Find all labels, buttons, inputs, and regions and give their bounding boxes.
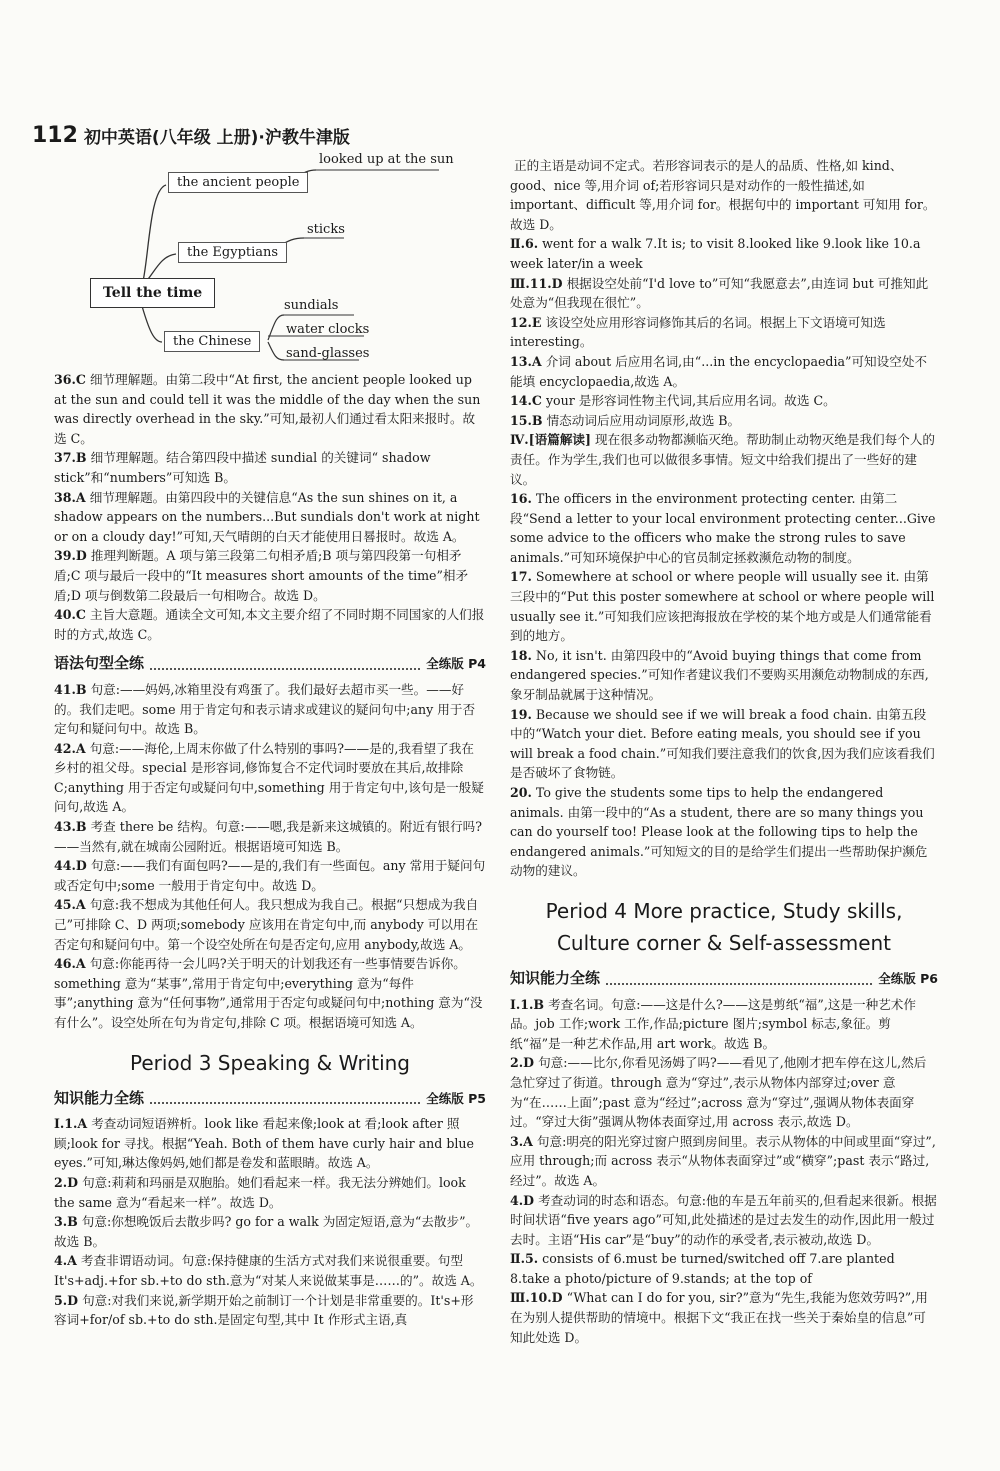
period-4-line2: Culture corner & Self-assessment xyxy=(556,930,892,955)
period-4-title xyxy=(510,895,938,959)
answer-number: 20. xyxy=(510,785,532,800)
answer-number: 41.B xyxy=(54,681,87,697)
answer-number: 43.B xyxy=(54,819,87,835)
answer-item xyxy=(510,411,938,431)
answer-explanation: went for a walk 7.It is; to visit 8.looked like 9.look like 10.a week later/in a week xyxy=(510,236,921,271)
section-ref: 全练版 P6 xyxy=(878,970,938,986)
answer-explanation: 句意:——海伦,上周末你做了什么特别的事吗?——是的,我看望了我在乡村的祖父母。special 是形容词,修饰复合不定代词时要放在其后,故排除 C;anything 用于否定句或疑问句中,something 用于肯定句中,该句是一般疑问句,故选 A。 xyxy=(54,740,484,815)
section-divider xyxy=(150,658,420,670)
answer-explanation: consists of 6.must be turned/switched off 7.are planted 8.take a photo/picture of 9.stands; at the top of xyxy=(510,1251,895,1286)
period-3-title: Period 3 Speaking & Writing xyxy=(130,1050,410,1075)
answer-explanation: No, it isn't. 由第四段中的“Avoid buying things that come from endangered species.”可知作者建议我们不要购买用濒危动物制成的东西,象牙制品就属于这种情况。 xyxy=(510,647,929,703)
answer-explanation: “What can I do for you, sir?”意为“先生,我能为您效劳吗?”,用在为别人提供帮助的情境中。根据下文“我正在找一些关于秦始皇的信息”可知此处选 D。 xyxy=(510,1290,928,1345)
answer-explanation: 考查非谓语动词。句意:保持健康的生活方式对我们来说很重要。句型 It's+adj.+for sb.+to do sth.意为“对某人来说做某事是……的”。故选 A。 xyxy=(54,1253,483,1288)
answer-item xyxy=(54,1114,486,1173)
answer-item xyxy=(54,605,486,644)
answer-number: 18. xyxy=(510,647,532,663)
section-divider xyxy=(150,1092,420,1104)
section-header-p6 xyxy=(510,969,938,989)
answer-list xyxy=(54,1114,486,1330)
section-divider xyxy=(606,973,872,985)
answer-explanation: 主旨大意题。通读全文可知,本文主要介绍了不同时期不同国家的人们报时的方式,故选 C。 xyxy=(54,607,485,642)
answer-explanation: 考查名词。句意:——这是什么?——这是剪纸“福”,这是一种艺术作品。job 工作;work 工作,作品;picture 图片;symbol 标志,象征。剪纸“福”是一种艺术作品,用 art work。故选 B。 xyxy=(510,996,916,1051)
answer-number: 3.A xyxy=(510,1133,533,1149)
mind-map-leaf: water clocks xyxy=(286,322,370,337)
answer-explanation: 情态动词后应用动词原形,故选 B。 xyxy=(546,412,741,428)
answer-number: Ⅲ.10.D xyxy=(510,1290,563,1306)
answer-item xyxy=(510,705,938,783)
answer-item xyxy=(510,313,938,352)
answer-item xyxy=(510,489,938,567)
answer-item xyxy=(54,546,486,605)
answer-item xyxy=(510,274,938,313)
answer-explanation: 该设空处应用形容词修饰其后的名词。根据上下文语境可知选 interesting。 xyxy=(510,314,886,350)
answer-explanation: 考查 there be 结构。句意:——嗯,我是新来这城镇的。附近有银行吗?——当然有,就在城南公园附近。根据语境可知选 B。 xyxy=(54,819,483,854)
answer-list xyxy=(510,995,938,1348)
left-column xyxy=(54,370,486,1330)
mind-map-branch-egyptians: the Egyptians xyxy=(178,242,287,263)
mind-map-leaf: sundials xyxy=(284,298,339,313)
answer-explanation: 句意:明亮的阳光穿过窗户照到房间里。表示从物体的中间或里面“穿过”,应用 through;而 across 表示“从物体表面穿过”或“横穿”;past 表示“路过,经过”。故选 A。 xyxy=(510,1133,936,1188)
answer-item xyxy=(54,954,486,1032)
answer-explanation: Because we should see if we will break a food chain. 由第五段中的“Watch your diet. Before eating meals, you should see if you will break a food chain.”可知我们要注意我们的饮食,因为我们应该看我们是否破坏了食物链。 xyxy=(510,706,935,781)
answer-explanation: 考查动词的时态和语态。句意:他的车是五年前买的,但看起来很新。根据时间状语“five years ago”可知,此处描述的是过去发生的动作,因此用一般过去时。主语“His car”是“buy”的动作的承受者,表示被动,故选 D。 xyxy=(510,1192,937,1247)
answer-explanation: 介词 about 后应用名词,由“...in the encyclopaedia”可知设空处不能填 encyclopaedia,故选 A。 xyxy=(510,353,928,389)
page-header xyxy=(32,120,350,150)
answer-item xyxy=(54,488,486,547)
answer-explanation: 句意:——比尔,你看见汤姆了吗?——看见了,他刚才把车停在这儿,然后急忙穿过了街道。through 意为“穿过”,表示从物体内部穿过;over 意为“在……上面”;past 意为“经过”;across 意为“穿过”,强调从物体表面穿过。“穿过大街”强调从物体表面穿过,用 across 表示,故选 D。 xyxy=(510,1055,927,1130)
answer-explanation: 句意:我不想成为其他任何人。我只想成为我自己。根据“只想成为我自己”可排除 C、D 两项;somebody 应该用在肯定句中,而 anybody 可以用在否定句和疑问句中。第一个设空处所在句是否定句,应用 anybody,故选 A。 xyxy=(54,897,479,952)
answer-item xyxy=(54,370,486,448)
answer-number: 46.A xyxy=(54,956,86,972)
answer-number: 13.A xyxy=(510,353,542,369)
answer-item xyxy=(54,817,486,856)
answer-number: 12.E xyxy=(510,314,542,330)
answer-item xyxy=(510,352,938,391)
section-ref: 全练版 P5 xyxy=(426,1090,486,1106)
answer-explanation: 现在很多动物都濒临灭绝。帮助制止动物灭绝是我们每个人的责任。作为学生,我们也可以做很多事情。短文中给我们提出了一些好的建议。 xyxy=(510,432,935,487)
page-number: 112 xyxy=(32,122,78,148)
answer-number: 2.D xyxy=(510,1055,535,1071)
answer-number: Ⅰ.1.B xyxy=(510,996,545,1012)
answer-number: Ⅱ.5. xyxy=(510,1251,539,1267)
answer-item xyxy=(54,1251,486,1290)
section-header-grammar xyxy=(54,654,486,674)
section-title: 知识能力全练 xyxy=(54,1088,145,1107)
answer-item xyxy=(510,391,938,411)
answer-explanation: 考查动词短语辨析。look like 看起来像;look at 看;look after 照顾;look for 寻找。根据“Yeah. Both of them have curly hair and blue eyes.”可知,琳达像妈妈,她们都是卷发和蓝眼睛。故选 A。 xyxy=(54,1116,474,1171)
answer-item xyxy=(510,1249,938,1288)
answer-item xyxy=(510,1288,938,1347)
answer-number: 14.C xyxy=(510,393,542,409)
answer-item xyxy=(510,1053,938,1131)
answer-number: Ⅲ.11.D xyxy=(510,275,563,291)
answer-item xyxy=(510,430,938,489)
answer-explanation: Somewhere at school or where people will usually see it. 由第三段中的“Put this poster somewhere at school or where people will usually see it.”可知我们应该把海报放在学校的某个地方或是人们通常能看到的地方。 xyxy=(510,569,935,644)
answer-explanation: 细节理解题。结合第四段中描述 sundial 的关键词“ shadow stick”和“numbers”可知选 B。 xyxy=(54,450,431,485)
answer-explanation: The officers in the environment protecting center. 由第二段“Send a letter to your local environment protecting center...Give some advice to the officers who make the strong rules to save animals.”可知环境保护中心的官员制定拯救濒危动物的制度。 xyxy=(510,491,936,565)
answer-explanation: 句意:莉莉和玛丽是双胞胎。她们看起来一样。我无法分辨她们。look the same 意为“看起来一样”。故选 D。 xyxy=(54,1174,466,1210)
answer-number: Ⅰ.1.A xyxy=(54,1116,88,1132)
mind-map-branch-ancient: the ancient people xyxy=(168,172,308,193)
mind-map-leaf: sticks xyxy=(307,222,345,237)
answer-number: 15.B xyxy=(510,412,543,428)
answer-explanation: 正的主语是动词不定式。若形容词表示的是人的品质、性格,如 kind、good、nice 等,用介词 of;若形容词只是对动作的一般性描述,如 important、difficult 等,用介词 for。根据句中的 important 可知用 for。故选 D。 xyxy=(510,158,936,232)
answer-number: 5.D xyxy=(54,1292,79,1308)
answer-item xyxy=(54,856,486,895)
mind-map-root: Tell the time xyxy=(90,278,215,308)
answer-item xyxy=(54,1291,486,1330)
answer-number: 40.C xyxy=(54,607,86,623)
answer-item xyxy=(54,895,486,954)
book-title: 初中英语(八年级 上册)·沪教牛津版 xyxy=(83,127,350,148)
mind-map xyxy=(54,150,486,375)
answer-explanation: 细节理解题。由第二段中“At first, the ancient people looked up at the sun and could tell it was the middle of the day when the sun was directly overhead in the sky.”可知,最初人们通过看太阳来报时。故选 C。 xyxy=(54,372,481,446)
answer-item xyxy=(510,1191,938,1250)
answer-item xyxy=(54,1212,486,1251)
answer-explanation: 根据设空处前“I'd love to”可知“我愿意去”,由连词 but 可推知此处意为“但我现在很忙”。 xyxy=(510,275,929,311)
answer-number: 39.D xyxy=(54,548,87,564)
answer-explanation: 推理判断题。A 项与第三段第二句相矛盾;B 项与第四段第一句相矛盾;C 项与最后一段中的“It measures short amounts of the time”相矛盾;D 项与倒数第二段最后一句相吻合。故选 D。 xyxy=(54,548,469,603)
answer-number: 42.A xyxy=(54,740,86,756)
answer-item xyxy=(54,680,486,739)
answer-number: 2.D xyxy=(54,1174,79,1190)
answer-number: 3.B xyxy=(54,1214,78,1230)
answer-item xyxy=(510,156,938,234)
period-4-line1: Period 4 More practice, Study skills, xyxy=(545,898,903,923)
answer-number: 19. xyxy=(510,706,532,722)
answer-item xyxy=(54,448,486,487)
answer-explanation: 句意:——我们有面包吗?——是的,我们有一些面包。any 常用于疑问句或否定句中;some 一般用于肯定句中。故选 D。 xyxy=(54,858,486,893)
mind-map-branch-chinese: the Chinese xyxy=(164,331,260,352)
answer-list xyxy=(54,370,486,644)
answer-number: 16. xyxy=(510,491,532,507)
answer-explanation: 细节理解题。由第四段中的关键信息“As the sun shines on it, a shadow appears on the numbers...But sundials don't work at night or on a cloudy day!”可知,天气晴朗的白天才能使用日晷报时。故选 A。 xyxy=(54,489,480,544)
answer-number: 17. xyxy=(510,569,532,585)
answer-item xyxy=(54,739,486,817)
answer-number: 44.D xyxy=(54,858,87,874)
section-header-p5 xyxy=(54,1089,486,1109)
section-title: 语法句型全练 xyxy=(54,654,145,673)
answer-list xyxy=(510,156,938,881)
answer-item xyxy=(510,646,938,705)
right-column xyxy=(510,156,938,1347)
answer-item xyxy=(510,234,938,273)
section-title: 知识能力全练 xyxy=(510,968,601,987)
answer-list xyxy=(54,680,486,1033)
answer-item xyxy=(54,1173,486,1212)
mind-map-leaf: looked up at the sun xyxy=(319,152,454,167)
answer-number: 4.A xyxy=(54,1253,77,1269)
answer-item xyxy=(510,567,938,645)
answer-item xyxy=(510,783,938,881)
answer-explanation: To give the students some tips to help the endangered animals. 由第一段中的“As a student, there are so many things you can do yourself too! Please look at the following tips to help the endangered animals.”可知短文的目的是给学生们提出一些帮助保护濒危动物的建议。 xyxy=(510,785,928,879)
answer-explanation: 句意:你想晚饭后去散步吗? go for a walk 为固定短语,意为“去散步”。故选 B。 xyxy=(54,1214,479,1249)
answer-number: 38.A xyxy=(54,489,86,505)
answer-number: Ⅱ.6. xyxy=(510,236,539,252)
answer-item xyxy=(510,1132,938,1191)
answer-number: 45.A xyxy=(54,897,86,913)
answer-explanation: 句意:你能再待一会儿吗?关于明天的计划我还有一些事情要告诉你。something 意为“某事”,常用于肯定句中;everything 意为“每件事”;anything 意为“任何事物”,通常用于否定句或疑问句中;nothing 意为“没有什么”。设空处所在句为肯定句,排除 C 项。根据语境可知选 A。 xyxy=(54,956,483,1030)
answer-number: 36.C xyxy=(54,372,86,387)
answer-explanation: 句意:——妈妈,冰箱里没有鸡蛋了。我们最好去超市买一些。——好的。我们走吧。some 用于肯定句和表示请求或建议的疑问句中;any 用于否定句和疑问句中。故选 B。 xyxy=(54,681,476,737)
answer-explanation: your 是形容词性物主代词,其后应用名词。故选 C。 xyxy=(545,393,836,409)
section-ref: 全练版 P4 xyxy=(426,656,486,672)
mind-map-leaf: sand-glasses xyxy=(286,346,370,361)
answer-number: 4.D xyxy=(510,1192,535,1208)
answer-number: Ⅳ.[语篇解读] xyxy=(510,432,591,448)
answer-explanation: 句意:对我们来说,新学期开始之前制订一个计划是非常重要的。It's+形容词+for/of sb.+to do sth.是固定句型,其中 It 作形式主语,真 xyxy=(54,1292,474,1328)
answer-number: 37.B xyxy=(54,450,87,466)
answer-item xyxy=(510,995,938,1054)
